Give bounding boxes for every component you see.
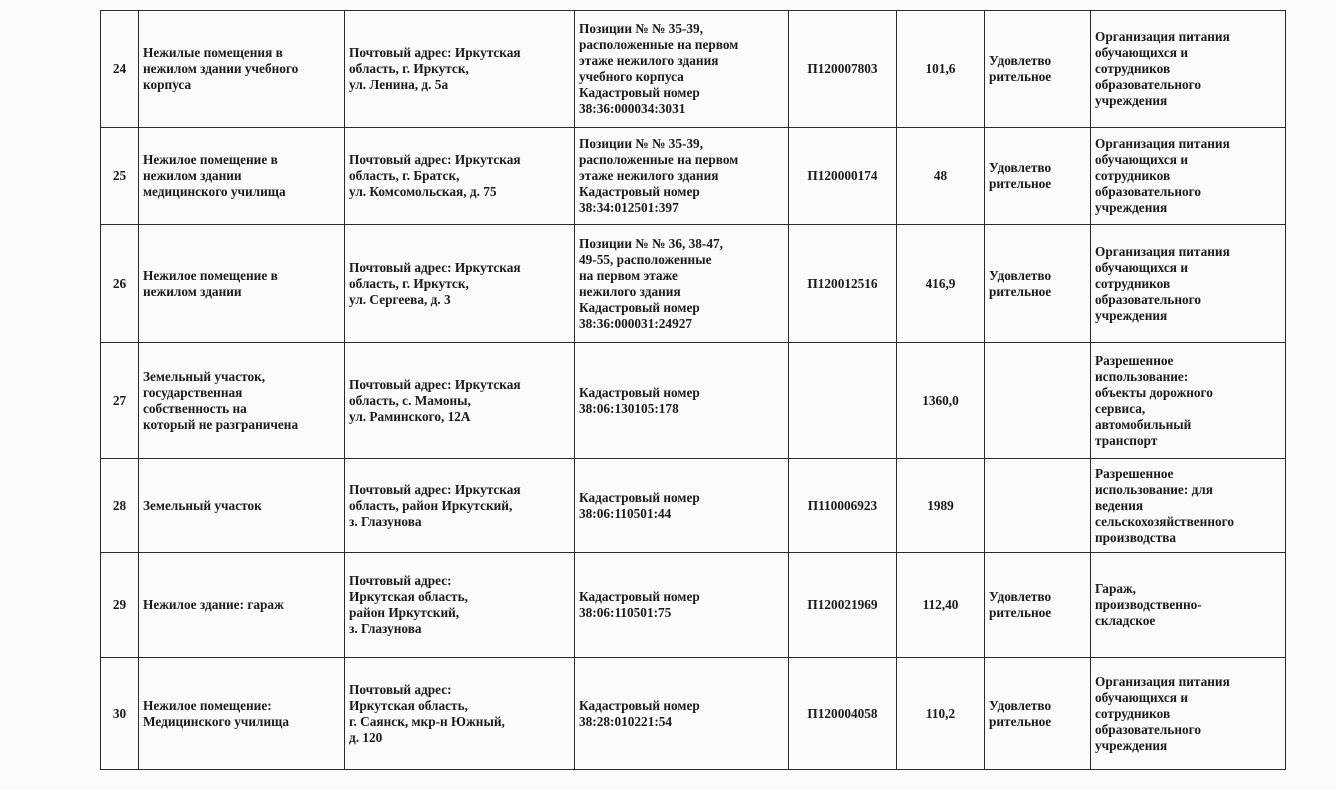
postal-address-line: область, г. Иркутск, — [349, 61, 469, 76]
object-description-cell — [575, 658, 789, 770]
postal-address-line: область, с. Мамоны, — [349, 392, 471, 408]
registry-number-cell — [789, 11, 897, 128]
condition-status-line: Удовлетво — [989, 53, 1052, 68]
usage-purpose-cell — [1091, 459, 1286, 553]
object-name-line: корпуса — [143, 77, 192, 92]
postal-address-line: область, район Иркутский, — [349, 497, 513, 513]
area-value-cell — [897, 553, 985, 658]
postal-address-line: Иркутская область, — [349, 697, 468, 713]
object-name-cell — [139, 658, 345, 770]
object-description-line: 38:06:110501:75 — [579, 605, 672, 620]
usage-purpose-line: Гараж, — [1095, 581, 1136, 596]
row-number: 26 — [112, 275, 127, 291]
usage-purpose-line: Организация питания — [1095, 136, 1230, 151]
postal-address-line: Почтовый адрес: Иркутская — [349, 45, 521, 60]
row-number-cell — [101, 225, 139, 343]
condition-status-line: рительное — [989, 605, 1052, 620]
object-description-line: 38:06:110501:44 — [579, 505, 672, 521]
area-value-cell — [897, 225, 985, 343]
object-name-line: Земельный участок, — [143, 368, 266, 384]
registry-number: П120007803 — [807, 61, 878, 76]
registry-number: П120012516 — [807, 275, 878, 291]
area-value: 101,6 — [925, 61, 956, 76]
row-number-cell — [101, 553, 139, 658]
usage-purpose-line: транспорт — [1095, 432, 1158, 448]
usage-purpose-line: учреждения — [1095, 93, 1168, 108]
object-description-cell — [575, 225, 789, 343]
condition-status-line: Удовлетво — [989, 697, 1052, 713]
object-description-line: расположенные на первом — [579, 37, 739, 52]
usage-purpose-line: ведения — [1095, 497, 1144, 513]
area-value-cell — [897, 343, 985, 459]
object-description-line: 38:36:000031:24927 — [579, 315, 693, 331]
postal-address-line: ул. Раминского, 12А — [349, 408, 471, 424]
registry-number-cell — [789, 658, 897, 770]
usage-purpose-cell — [1091, 658, 1286, 770]
usage-purpose-line: сельскохозяйственного — [1095, 513, 1234, 529]
object-description-line: Кадастровый номер — [579, 589, 700, 604]
object-description-line: Кадастровый номер — [579, 85, 700, 100]
postal-address-line: область, г. Братск, — [349, 168, 460, 183]
postal-address-line: Почтовый адрес: — [349, 681, 452, 697]
object-description-line: Позиции № № 35-39, — [579, 136, 704, 151]
area-value-cell — [897, 11, 985, 128]
usage-purpose-cell — [1091, 553, 1286, 658]
usage-purpose-line: обучающихся и — [1095, 689, 1188, 705]
condition-status-cell — [985, 658, 1091, 770]
postal-address-line: ул. Ленина, д. 5а — [349, 77, 449, 92]
usage-purpose-line: образовательного — [1095, 184, 1201, 199]
usage-purpose-cell — [1091, 11, 1286, 128]
usage-purpose-line: Организация питания — [1095, 243, 1230, 259]
postal-address-cell — [345, 128, 575, 225]
row-number-cell — [101, 343, 139, 459]
condition-status-line: рительное — [989, 713, 1052, 729]
postal-address-line: г. Саянск, мкр-н Южный, — [349, 713, 505, 729]
postal-address-line: з. Глазунова — [349, 513, 422, 529]
registry-number: П120021969 — [807, 597, 878, 612]
condition-status-line: рительное — [989, 283, 1052, 299]
property-table — [100, 10, 1286, 770]
usage-purpose-line: складское — [1095, 613, 1156, 628]
row-number: 30 — [112, 705, 127, 721]
usage-purpose-line: сотрудников — [1095, 705, 1171, 721]
postal-address-line: район Иркутский, — [349, 605, 460, 620]
postal-address-cell — [345, 343, 575, 459]
usage-purpose-line: Разрешенное — [1095, 465, 1174, 481]
object-name-line: Медицинского училища — [143, 713, 289, 729]
postal-address-line: з. Глазунова — [349, 621, 422, 636]
object-name-cell — [139, 343, 345, 459]
object-name-line: медицинского училища — [143, 184, 286, 199]
table-row — [101, 343, 1286, 459]
usage-purpose-line: обучающихся и — [1095, 259, 1188, 275]
object-description-line: Позиции № № 36, 38-47, — [579, 235, 723, 251]
object-description-line: 49-55, расположенные — [579, 251, 712, 267]
object-description-line: Позиции № № 35-39, — [579, 21, 704, 36]
usage-purpose-cell — [1091, 343, 1286, 459]
row-number: 28 — [112, 497, 127, 513]
object-name-line: Нежилое здание: гараж — [143, 597, 284, 612]
object-description-line: 38:06:130105:178 — [579, 400, 679, 416]
area-value: 1989 — [927, 497, 954, 513]
object-name-line: Нежилое помещение в — [143, 152, 278, 167]
row-number: 27 — [112, 392, 127, 408]
condition-status-cell — [985, 343, 1091, 459]
registry-number-cell — [789, 553, 897, 658]
condition-status-line: Удовлетво — [989, 589, 1052, 604]
usage-purpose-line: обучающихся и — [1095, 152, 1188, 167]
object-name-cell — [139, 459, 345, 553]
postal-address-cell — [345, 459, 575, 553]
row-number-cell — [101, 459, 139, 553]
usage-purpose-line: обучающихся и — [1095, 45, 1188, 60]
area-value: 110,2 — [925, 705, 956, 721]
usage-purpose-line: Организация питания — [1095, 673, 1230, 689]
row-number: 29 — [112, 597, 127, 612]
usage-purpose-line: учреждения — [1095, 200, 1168, 215]
row-number-cell — [101, 11, 139, 128]
postal-address-cell — [345, 225, 575, 343]
postal-address-line: Почтовый адрес: — [349, 573, 452, 588]
object-description-line: этаже нежилого здания — [579, 53, 719, 68]
object-description-line: на первом этаже — [579, 267, 678, 283]
postal-address-cell — [345, 553, 575, 658]
usage-purpose-line: сотрудников — [1095, 275, 1171, 291]
table-row — [101, 459, 1286, 553]
postal-address-line: Почтовый адрес: Иркутская — [349, 259, 521, 275]
object-description-line: нежилого здания — [579, 283, 681, 299]
condition-status-line: рительное — [989, 176, 1052, 191]
object-description-cell — [575, 553, 789, 658]
usage-purpose-line: использование: для — [1095, 481, 1213, 497]
registry-number-cell — [789, 343, 897, 459]
area-value-cell — [897, 459, 985, 553]
object-name-line: нежилом здании — [143, 168, 242, 183]
object-name-cell — [139, 553, 345, 658]
table-row — [101, 658, 1286, 770]
table-row — [101, 11, 1286, 128]
postal-address-line: ул. Комсомольская, д. 75 — [349, 184, 497, 199]
usage-purpose-line: автомобильный — [1095, 416, 1192, 432]
object-description-line: Кадастровый номер — [579, 299, 700, 315]
object-description-cell — [575, 459, 789, 553]
object-description-line: расположенные на первом — [579, 152, 739, 167]
object-description-line: 38:34:012501:397 — [579, 200, 679, 215]
usage-purpose-line: образовательного — [1095, 77, 1201, 92]
table-row — [101, 128, 1286, 225]
area-value: 416,9 — [925, 275, 956, 291]
object-description-line: 38:28:010221:54 — [579, 713, 673, 729]
usage-purpose-line: учреждения — [1095, 737, 1168, 753]
postal-address-line: Почтовый адрес: Иркутская — [349, 376, 521, 392]
object-description-line: 38:36:000034:3031 — [579, 101, 686, 116]
object-name-cell — [139, 225, 345, 343]
object-name-line: нежилом здании учебного — [143, 61, 299, 76]
condition-status-cell — [985, 553, 1091, 658]
usage-purpose-line: сотрудников — [1095, 61, 1171, 76]
condition-status-cell — [985, 11, 1091, 128]
registry-number: П110006923 — [807, 497, 878, 513]
row-number: 24 — [112, 61, 127, 76]
registry-number-cell — [789, 225, 897, 343]
condition-status-cell — [985, 459, 1091, 553]
usage-purpose-line: образовательного — [1095, 721, 1201, 737]
area-value-cell — [897, 658, 985, 770]
registry-number-cell — [789, 128, 897, 225]
object-description-cell — [575, 11, 789, 128]
object-name-line: Нежилое помещение: — [143, 697, 272, 713]
object-description-line: этаже нежилого здания — [579, 168, 719, 183]
object-name-line: нежилом здании — [143, 283, 242, 299]
object-description-line: Кадастровый номер — [579, 384, 700, 400]
object-name-line: который не разграничена — [143, 416, 299, 432]
row-number-cell — [101, 658, 139, 770]
object-description-line: Кадастровый номер — [579, 697, 700, 713]
usage-purpose-cell — [1091, 225, 1286, 343]
postal-address-line: д. 120 — [349, 729, 383, 745]
table-row — [101, 225, 1286, 343]
usage-purpose-line: сервиса, — [1095, 400, 1146, 416]
registry-number: П120000174 — [807, 168, 878, 183]
object-description-line: Кадастровый номер — [579, 489, 700, 505]
postal-address-line: Иркутская область, — [349, 589, 468, 604]
object-description-cell — [575, 128, 789, 225]
postal-address-cell — [345, 658, 575, 770]
usage-purpose-line: производства — [1095, 529, 1177, 545]
area-value-cell — [897, 128, 985, 225]
object-name-cell — [139, 128, 345, 225]
area-value: 1360,0 — [922, 392, 959, 408]
object-name-line: Нежилые помещения в — [143, 45, 283, 60]
object-description-line: Кадастровый номер — [579, 184, 700, 199]
usage-purpose-line: производственно- — [1095, 597, 1202, 612]
condition-status-line: Удовлетво — [989, 267, 1052, 283]
usage-purpose-line: сотрудников — [1095, 168, 1171, 183]
condition-status-line: Удовлетво — [989, 160, 1052, 175]
usage-purpose-line: учреждения — [1095, 307, 1168, 323]
object-name-line: Нежилое помещение в — [143, 267, 278, 283]
row-number: 25 — [112, 168, 127, 183]
usage-purpose-line: использование: — [1095, 368, 1189, 384]
condition-status-line: рительное — [989, 69, 1052, 84]
row-number-cell — [101, 128, 139, 225]
object-name-line: Земельный участок — [143, 497, 262, 513]
postal-address-cell — [345, 11, 575, 128]
postal-address-line: область, г. Иркутск, — [349, 275, 469, 291]
condition-status-cell — [985, 128, 1091, 225]
object-name-cell — [139, 11, 345, 128]
object-name-line: собственность на — [143, 400, 247, 416]
usage-purpose-line: образовательного — [1095, 291, 1201, 307]
usage-purpose-line: объекты дорожного — [1095, 384, 1213, 400]
usage-purpose-cell — [1091, 128, 1286, 225]
object-name-line: государственная — [143, 384, 243, 400]
condition-status-cell — [985, 225, 1091, 343]
table-body — [101, 11, 1286, 770]
registry-number: П120004058 — [807, 705, 878, 721]
usage-purpose-line: Организация питания — [1095, 29, 1230, 44]
postal-address-line: Почтовый адрес: Иркутская — [349, 481, 521, 497]
postal-address-line: Почтовый адрес: Иркутская — [349, 152, 521, 167]
object-description-cell — [575, 343, 789, 459]
postal-address-line: ул. Сергеева, д. 3 — [349, 291, 451, 307]
usage-purpose-line: Разрешенное — [1095, 352, 1174, 368]
area-value: 112,40 — [922, 597, 959, 612]
table-row — [101, 553, 1286, 658]
area-value: 48 — [933, 168, 948, 183]
object-description-line: учебного корпуса — [579, 69, 684, 84]
registry-number-cell — [789, 459, 897, 553]
